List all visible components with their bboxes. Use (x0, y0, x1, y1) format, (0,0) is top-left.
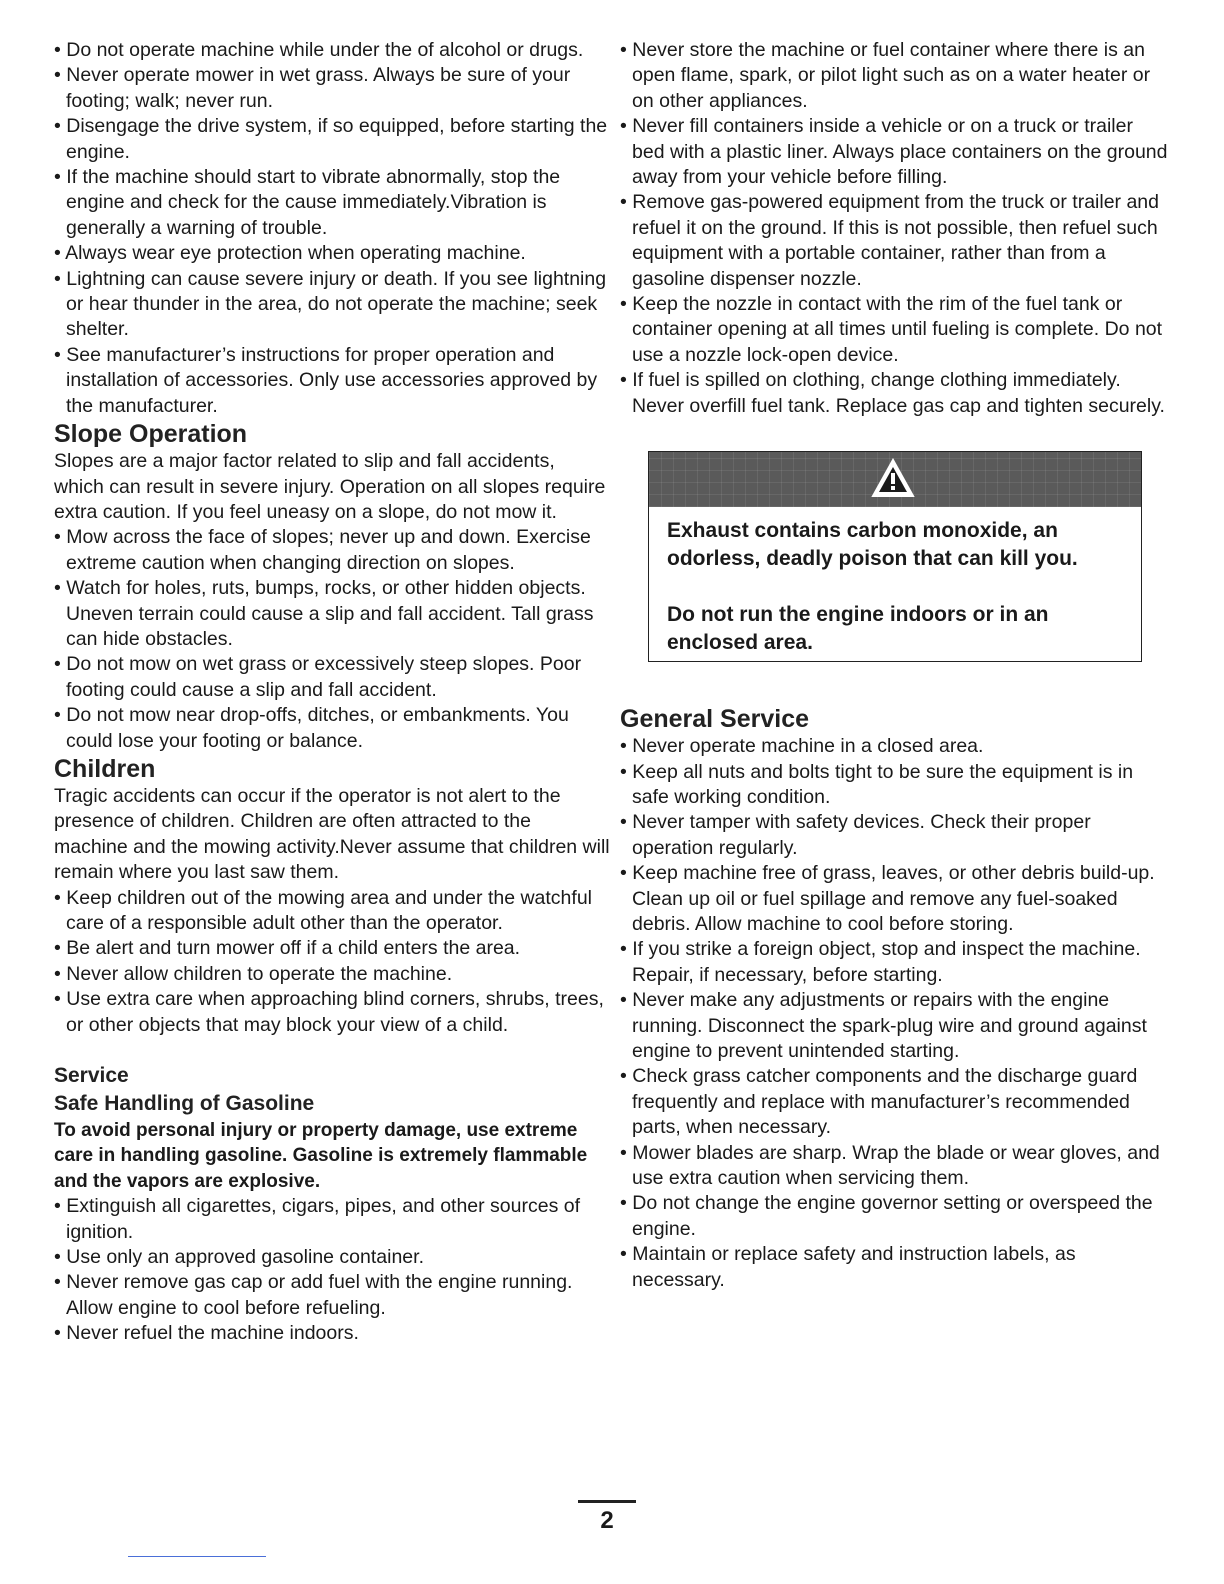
warning-header (649, 452, 1141, 507)
list-item: • Never operate machine in a closed area. (620, 735, 984, 758)
list-item: • Be alert and turn mower off if a child enters the area. (54, 937, 521, 960)
list-item: • See manufacturer’s instructions for proper operation and installation of accessories. Only use accessories approved by the manufacturer. (54, 343, 598, 417)
list-item: • Always wear eye protection when operating machine. (54, 242, 526, 265)
list-item: • Use only an approved gasoline container. (54, 1246, 424, 1269)
list-item: • Do not mow on wet grass or excessively steep slopes. Poor footing could cause a slip and fall accident. (54, 653, 582, 701)
slope-operation-heading: Slope Operation (54, 420, 248, 449)
service-heading: Service (54, 1064, 129, 1088)
list-item: • Keep the nozzle in contact with the rim of the fuel tank or container opening at all times until fueling is complete. Do not use a nozzle lock-open device. (620, 293, 1163, 366)
list-item: • Keep all nuts and bolts tight to be sure the equipment is in safe working condition. (620, 760, 1134, 808)
general-service-heading: General Service (620, 705, 810, 734)
list-item: • Never make any adjustments or repairs with the engine running. Disconnect the spark-plug wire and ground against engine to prevent unintended starting. (620, 989, 1147, 1062)
list-item: • Never tamper with safety devices. Check their proper operation regularly. (620, 811, 1091, 859)
list-item: • Lightning can cause severe injury or death. If you see lightning or hear thunder in the area, do not operate the machine; seek shelter. (54, 267, 607, 341)
list-item: • Never refuel the machine indoors. (54, 1322, 359, 1345)
list-item: • Extinguish all cigarettes, cigars, pipes, and other sources of ignition. (54, 1195, 581, 1243)
children-intro: Tragic accidents can occur if the operator is not alert to the presence of children. Children are often attracted to the machine and the mowing activity.Never assume that children will remain where you last saw them. (54, 784, 610, 884)
list-item: • Maintain or replace safety and instruction labels, as necessary. (620, 1243, 1076, 1291)
children-heading: Children (54, 754, 156, 783)
list-item: • If you strike a foreign object, stop and inspect the machine. Repair, if necessary, before starting. (620, 938, 1141, 986)
left-column (54, 38, 610, 1347)
warning-line-2: Do not run the engine indoors or in an enclosed area. (667, 603, 1049, 655)
list-item: • Disengage the drive system, if so equipped, before starting the engine. (54, 115, 608, 163)
list-item: • Never allow children to operate the machine. (54, 962, 453, 985)
carbon-monoxide-warning-box (648, 451, 1142, 662)
list-item: • Do not mow near drop-offs, ditches, or embankments. You could lose your footing or balance. (54, 704, 569, 752)
list-item: • Check grass catcher components and the discharge guard frequently and replace with manufacturer’s recommended parts, when necessary. (620, 1065, 1138, 1139)
footer-rule (128, 1556, 266, 1557)
list-item: • Mower blades are sharp. Wrap the blade or wear gloves, and use extra caution when servicing them. (620, 1141, 1160, 1189)
right-column (620, 38, 1168, 1293)
list-item: • Never remove gas cap or add fuel with the engine running. Allow engine to cool before refueling. (54, 1271, 573, 1319)
list-item: • Mow across the face of slopes; never up and down. Exercise extreme caution when changing direction on slopes. (54, 526, 591, 574)
warning-line-1: Exhaust contains carbon monoxide, an odorless, deadly poison that can kill you. (667, 519, 1078, 571)
page-number: 2 (578, 1500, 636, 1535)
list-item: • Do not operate machine while under the of alcohol or drugs. (54, 39, 584, 61)
list-item: • Do not change the engine governor setting or overspeed the engine. (620, 1192, 1153, 1240)
warning-triangle-icon (871, 458, 915, 498)
safe-handling-heading: Safe Handling of Gasoline (54, 1092, 315, 1116)
list-item: • Watch for holes, ruts, bumps, rocks, or other hidden objects. Uneven terrain could cause a slip and fall accident. Tall grass can hide obstacles. (54, 577, 594, 650)
list-item: • Never fill containers inside a vehicle or on a truck or trailer bed with a plastic liner. Always place containers on the ground away from your vehicle before filling. (620, 115, 1168, 189)
slope-intro: Slopes are a major factor related to slip and fall accidents, which can result in severe injury. Operation on all slopes require extra caution. If you feel uneasy on a slope, do not mow it. (54, 450, 606, 523)
list-item: • Remove gas-powered equipment from the truck or trailer and refuel it on the ground. If this is not possible, then refuel such equipment with a portable container, rather than from a gasoline dispenser nozzle. (620, 191, 1159, 290)
list-item: • Keep children out of the mowing area and under the watchful care of a responsible adult other than the operator. (54, 886, 593, 934)
list-item: • Use extra care when approaching blind corners, shrubs, trees, or other objects that may block your view of a child. (54, 988, 604, 1036)
list-item: • Never store the machine or fuel container where there is an open flame, spark, or pilot light such as on a water heater or on other appliances. (620, 39, 1151, 112)
list-item: • If the machine should start to vibrate abnormally, stop the engine and check for the cause immediately.Vibration is generally a warning of trouble. (54, 166, 561, 239)
warning-body (649, 507, 1141, 661)
list-item: • Never operate mower in wet grass. Always be sure of your footing; walk; never run. (54, 64, 571, 112)
list-item: • Keep machine free of grass, leaves, or other debris build-up. Clean up oil or fuel spillage and remove any fuel-soaked debris. Allow machine to cool before storing. (620, 862, 1155, 935)
gasoline-warning: To avoid personal injury or property damage, use extreme care in handling gasoline. Gasoline is extremely flammable and the vapors are explosive. (54, 1120, 588, 1192)
list-item: • If fuel is spilled on clothing, change clothing immediately. Never overfill fuel tank. Replace gas cap and tighten securely. (620, 369, 1165, 417)
